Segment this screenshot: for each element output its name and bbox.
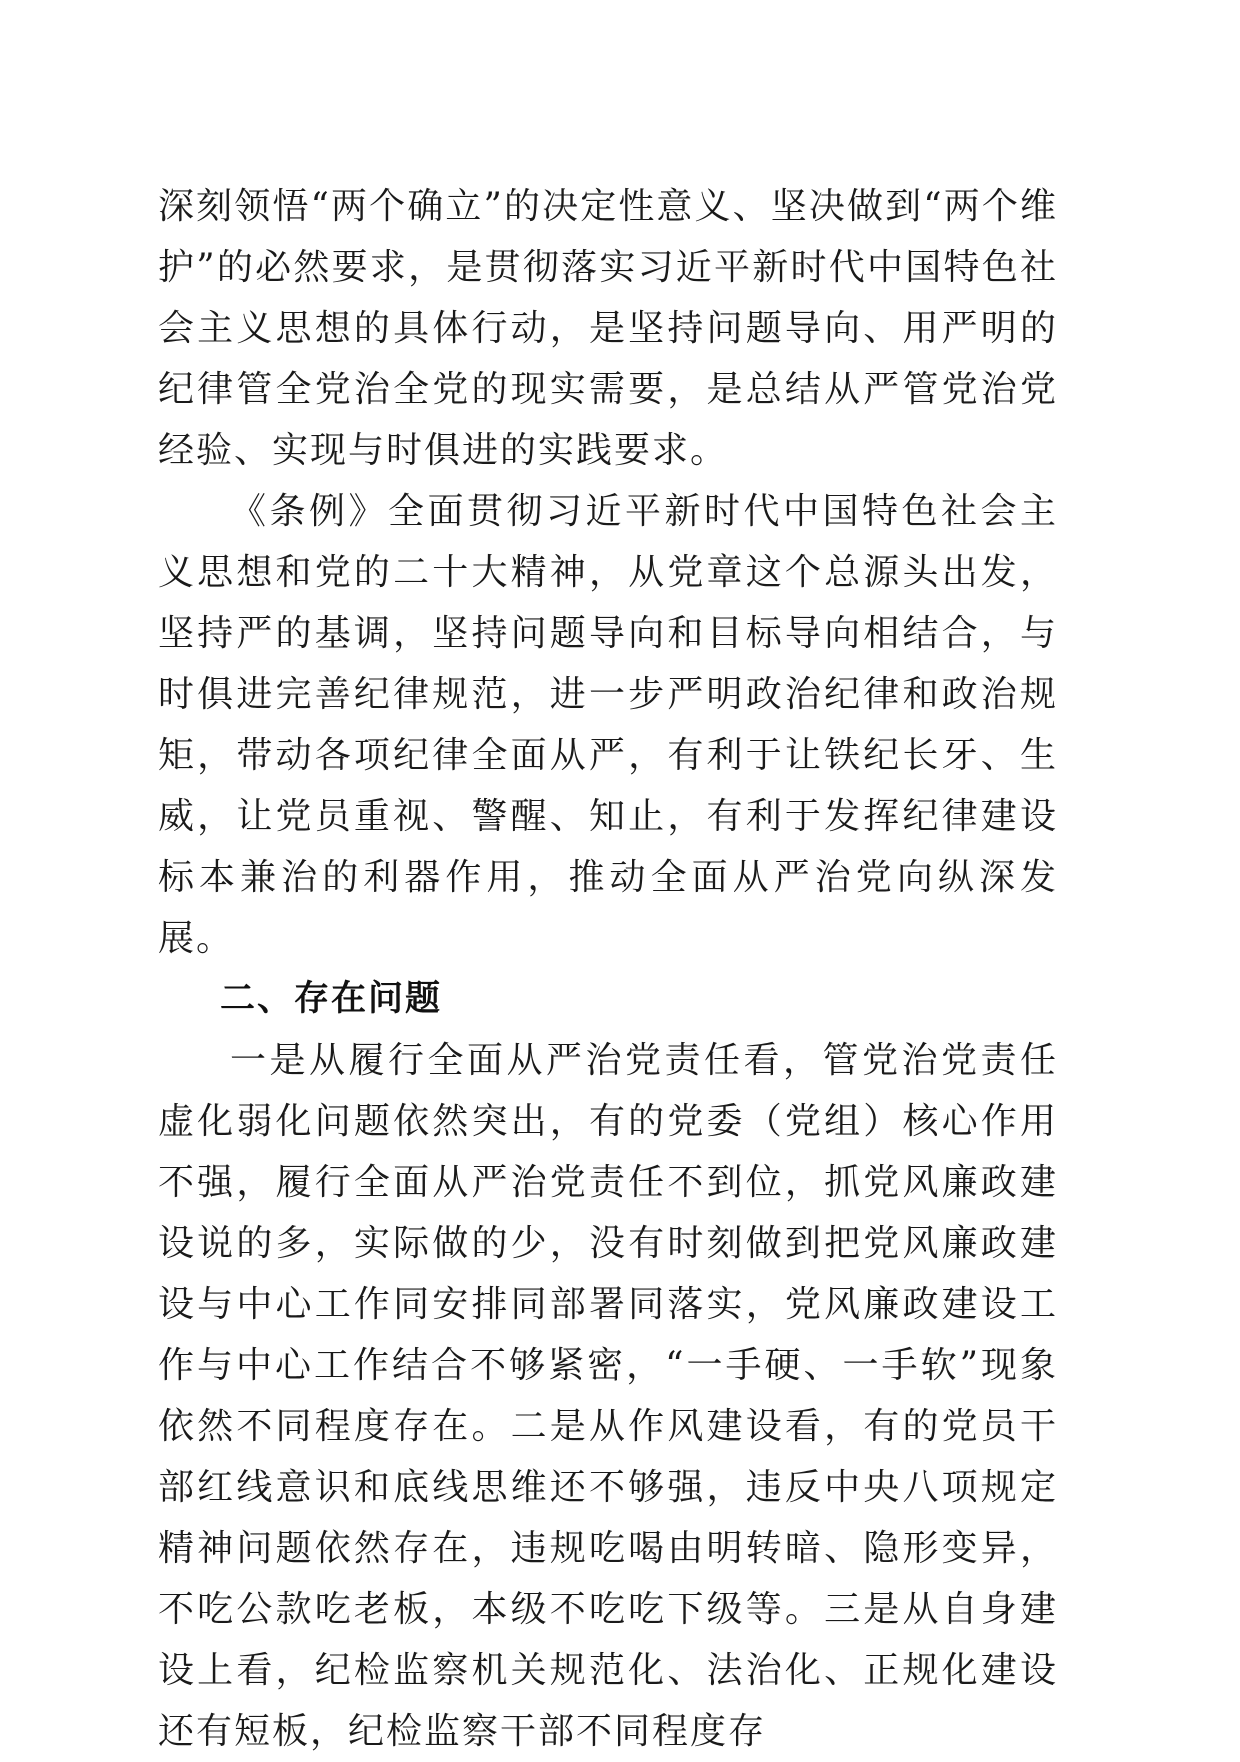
section-heading-problems: 二、存在问题 [220,979,443,1019]
document-body [158,176,1058,1762]
paragraph-continuation: 深刻领悟“两个确立”的决定性意义、坚决做到“两个维护”的必然要求，是贯彻落实习近平新时代中国特色社会主义思想的具体行动，是坚持问题导向、用严明的纪律管全党治全党的现实需要，是总结从严管党治党经验、实现与时俱进的实践要求。 [158,186,1058,471]
paragraph-problems: 一是从履行全面从严治党责任看，管党治党责任虚化弱化问题依然突出，有的党委（党组）核心作用不强，履行全面从严治党责任不到位，抓党风廉政建设说的多，实际做的少，没有时刻做到把党风廉政建设与中心工作同安排同部署同落实，党风廉政建设工作与中心工作结合不够紧密，“一手硬、一手软”现象依然不同程度存在。二是从作风建设看，有的党员干部红线意识和底线思维还不够强，违反中央八项规定精神问题依然存在，违规吃喝由明转暗、隐形变异，不吃公款吃老板，本级不吃吃下级等。三是从自身建设上看，纪检监察机关规范化、法治化、正规化建设还有短板，纪检监察干部不同程度存 [158,1040,1058,1752]
paragraph-regulations: 《条例》全面贯彻习近平新时代中国特色社会主义思想和党的二十大精神，从党章这个总源头出发，坚持严的基调，坚持问题导向和目标导向相结合，与时俱进完善纪律规范，进一步严明政治纪律和政治规矩，带动各项纪律全面从严，有利于让铁纪长牙、生威，让党员重视、警醒、知止，有利于发挥纪律建设标本兼治的利器作用，推动全面从严治党向纵深发展。 [158,491,1058,959]
